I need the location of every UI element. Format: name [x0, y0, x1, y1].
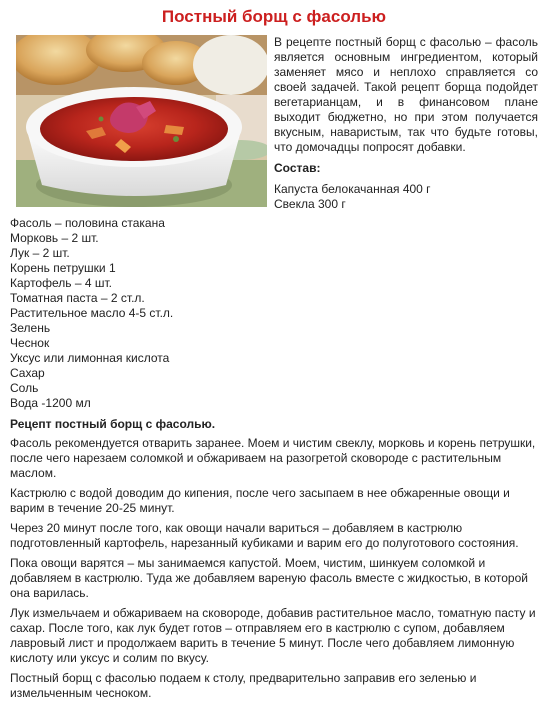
recipe-step: Фасоль рекомендуется отварить заранее. Моем и чистим свеклу, морковь и корень петрушки, после чего нарезаем соломкой и обжариваем на разогретой сковороде с растительным маслом. [10, 436, 536, 480]
ingredient-item: Уксус или лимонная кислота [10, 351, 170, 365]
ingredient-item: Чеснок [10, 336, 50, 350]
intro-section [10, 35, 538, 212]
ingredient-item: Томатная паста – 2 ст.л. [10, 291, 145, 305]
ingredients-list [10, 216, 538, 411]
ingredient-item: Соль [10, 381, 39, 395]
ingredient-item: Лук – 2 шт. [10, 246, 70, 260]
ingredient-item: Фасоль – половина стакана [10, 216, 165, 230]
recipe-step: Постный борщ с фасолью подаем к столу, предварительно заправив его зеленью и измельченным чесноком. [10, 671, 477, 700]
ingredient-item: Растительное масло 4-5 ст.л. [10, 306, 174, 320]
ingredient-item: Вода -1200 мл [10, 396, 91, 410]
recipe-step: Лук измельчаем и обжариваем на сковороде, добавив растительное масло, томатную пасту и сахар. После того, как лук будет готов – отправляем его в кастрюлю с супом, добавляем лавровый лист и продолжаем варить в течение 5 минут. После чего добавляем лимонную кислоту или уксус и солим по вкусу. [10, 606, 536, 665]
recipe-steps [10, 436, 538, 701]
intro-column [274, 35, 538, 212]
recipe-heading: Рецепт постный борщ с фасолью. [10, 417, 216, 431]
borscht-bowl-illustration [16, 35, 267, 207]
ingredient-item: Свекла 300 г [274, 197, 346, 211]
borscht-photo [16, 35, 267, 207]
ingredient-item: Капуста белокачанная 400 г [274, 182, 431, 196]
page-title: Постный борщ с фасолью [161, 7, 387, 26]
recipe-step: Пока овощи варятся – мы занимаемся капустой. Моем, чистим, шинкуем соломкой и добавляем в кастрюлю. Туда же добавляем вареную фасоль вместе с жидкостью, в которой она варилась. [10, 556, 528, 600]
ingredient-item: Картофель – 4 шт. [10, 276, 112, 290]
ingredient-item: Сахар [10, 366, 45, 380]
recipe-step: Кастрюлю с водой доводим до кипения, после чего засыпаем в нее обжаренные овощи и варим в течение 20-25 минут. [10, 486, 510, 515]
ingredient-item: Корень петрушки 1 [10, 261, 116, 275]
ingredient-item: Зелень [10, 321, 51, 335]
ingredient-item: Морковь – 2 шт. [10, 231, 99, 245]
ingredients-side-list [274, 182, 538, 212]
recipe-step: Через 20 минут после того, как овощи начали вариться – добавляем в кастрюлю подготовленный картофель, нарезанный кубиками и варим его до полуготового состояния. [10, 521, 519, 550]
intro-text: В рецепте постный борщ с фасолью – фасоль является основным ингредиентом, который заменяет мясо и неплохо справляется со своей задачей. Такой рецепт борща подойдет вегетарианцам, и в финансовом плане выходит бюджетно, но при этом получается вкусным, наваристым, так что будьте готовы, что домочадцы попросят добавки. [274, 35, 538, 154]
composition-label: Состав: [274, 161, 321, 175]
